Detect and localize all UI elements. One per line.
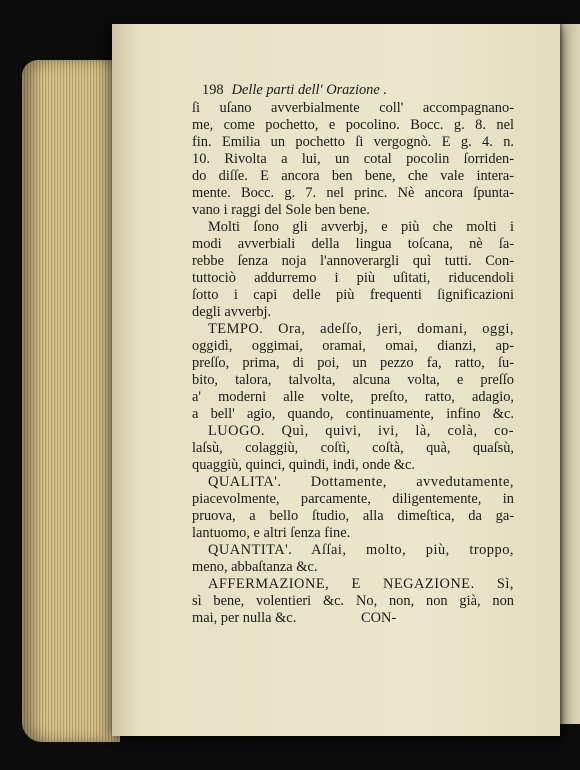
section-qualita: QUALITA'. Dottamente, avvedutamente,	[208, 474, 514, 490]
text-line: sì bene, volentieri &c. No, non, non già, non	[192, 593, 514, 609]
text-line: rebbe ſenza noja l'annoverargli quì tutti. Con-	[192, 253, 514, 269]
text-line: modi avverbiali della lingua toſcana, nè ſa-	[192, 236, 514, 252]
page-text	[192, 82, 514, 627]
text-line: pruova, a bello ſtudio, alla dimeſtica, da ga-	[192, 508, 514, 524]
text-line: 10. Rivolta a lui, un cotal pocolin ſorriden-	[192, 151, 514, 167]
text-line: laſsù, colaggiù, coſtì, coſtà, quà, quaſsù,	[192, 440, 514, 456]
text-line: Molti ſono gli avverbj, e più che molti i	[208, 219, 514, 235]
text-line: meno, abbaſtanza &c.	[192, 559, 318, 575]
text-line: ſi uſano avverbialmente coll' accompagnano-	[192, 100, 514, 116]
page-number: 198	[202, 82, 224, 98]
catchword-line: mai, per nulla &c. CON-	[192, 610, 397, 626]
text-line: ſotto i capi delle più frequenti ſignificazioni	[192, 287, 514, 303]
text-line: oggidì, oggimai, oramai, omai, dianzi, ap-	[192, 338, 514, 354]
text-line: do diſſe. E ancora ben bene, che vale intera-	[192, 168, 514, 184]
text-line: fin. Emilia un pochetto ſi vergognò. E g. 4. n.	[192, 134, 514, 150]
page-edges	[22, 60, 120, 742]
text-line: piacevolmente, parcamente, diligentemente, in	[192, 491, 514, 507]
running-header	[192, 82, 514, 99]
text-line: preſſo, prima, di poi, un pezzo fa, ratto, ſu-	[192, 355, 514, 371]
text-line: mente. Bocc. g. 7. nel princ. Nè ancora ſpunta-	[192, 185, 514, 201]
text-line: me, come pochetto, e pocolino. Bocc. g. 8. nel	[192, 117, 514, 133]
section-luogo: LUOGO. Quì, quivi, ivi, là, colà, co-	[208, 423, 514, 439]
text-line: bito, talora, talvolta, alcuna volta, e preſſo	[192, 372, 514, 388]
text-line: vano i raggi del Sole ben bene.	[192, 202, 370, 218]
text-line: a' moderni alle volte, preſto, ratto, adagio,	[192, 389, 514, 405]
text-line: lantuomo, e altri ſenza fine.	[192, 525, 351, 541]
text-line: a bell' agio, quando, continuamente, infino &c.	[192, 406, 514, 422]
text-line: quaggiù, quinci, quindi, indi, onde &c.	[192, 457, 416, 473]
section-affermazione: AFFERMAZIONE, E NEGAZIONE. Sì,	[208, 576, 514, 592]
text-line: degli avverbj.	[192, 304, 272, 320]
text-line: tuttociò addurremo i più uſitati, riducendoli	[192, 270, 514, 286]
running-title: Delle parti dell' Orazione .	[231, 82, 387, 98]
section-tempo: TEMPO. Ora, adeſſo, jeri, domani, oggi,	[208, 321, 514, 337]
section-quantita: QUANTITA'. Aſſai, molto, più, troppo,	[208, 542, 514, 558]
